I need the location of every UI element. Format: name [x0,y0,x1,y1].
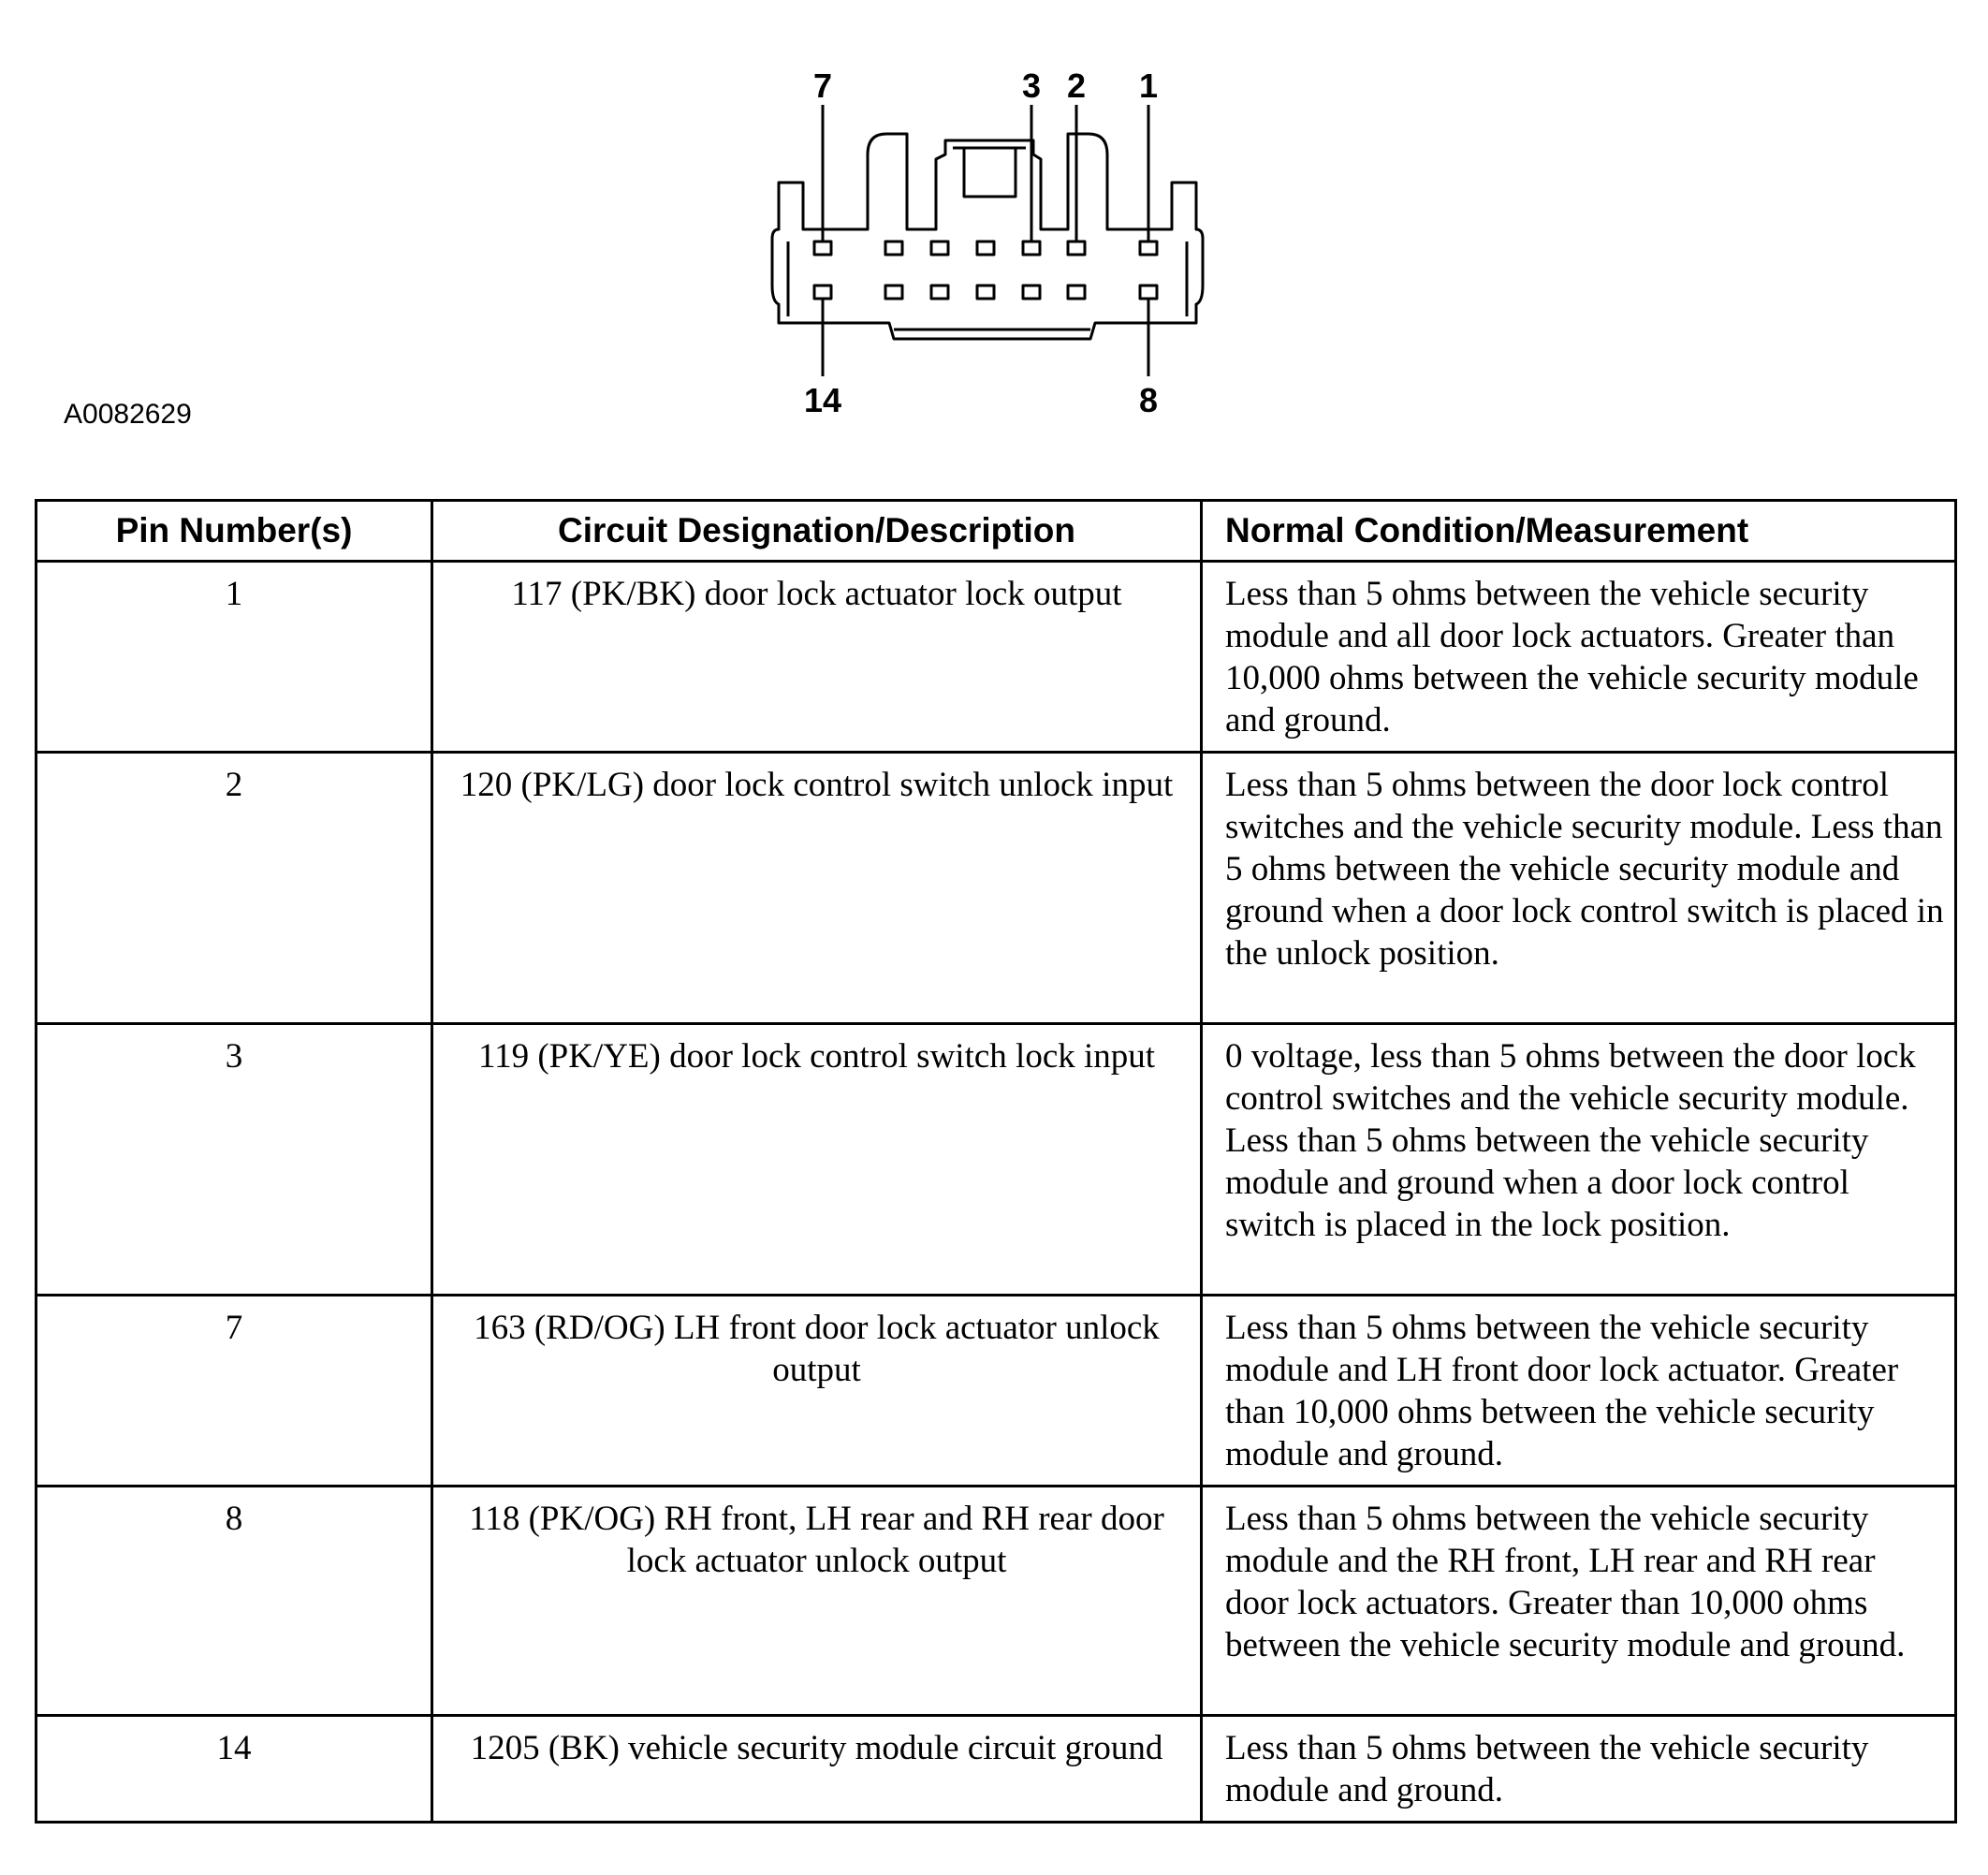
table-row [37,1296,1956,1487]
pin-label-14: 14 [803,381,842,419]
cell-pin: 7 [37,1296,432,1487]
cell-circuit: 1205 (BK) vehicle security module circuit ground [432,1716,1202,1823]
connector-inner [788,242,1187,316]
cell-measurement: Less than 5 ohms between the vehicle security module and all door lock actuators. Greater than 10,000 ohms between the vehicle security module and ground. [1202,562,1956,753]
table-row [37,562,1956,753]
cell-pin: 8 [37,1487,432,1716]
header-measurement: Normal Condition/Measurement [1202,501,1956,562]
cell-measurement: Less than 5 ohms between the vehicle security module and the RH front, LH rear and RH rear door lock actuators. Greater than 10,000 ohms between the vehicle security module and ground. [1202,1487,1956,1716]
cell-pin: 3 [37,1024,432,1296]
cell-circuit: 118 (PK/OG) RH front, LH rear and RH rear door lock actuator unlock output [432,1487,1202,1716]
cell-pin: 14 [37,1716,432,1823]
pin-label-3: 3 [1021,66,1042,105]
cell-circuit: 119 (PK/YE) door lock control switch lock input [432,1024,1202,1296]
cell-measurement: Less than 5 ohms between the door lock control switches and the vehicle security module. Less than 5 ohms between the vehicle security module and ground when a door lock control switch is placed in the unlock position. [1202,753,1956,1024]
pin-label-8: 8 [1138,381,1159,419]
cell-measurement: Less than 5 ohms between the vehicle security module and LH front door lock actuator. Greater than 10,000 ohms between the vehicle security module and ground. [1202,1296,1956,1487]
connector-body [772,134,1203,339]
table-row [37,1487,1956,1716]
pin-label-7: 7 [812,66,833,105]
cell-measurement: Less than 5 ohms between the vehicle security module and ground. [1202,1716,1956,1823]
cell-circuit: 120 (PK/LG) door lock control switch unlock input [432,753,1202,1024]
figure-id: A0082629 [64,399,192,430]
cell-measurement: 0 voltage, less than 5 ohms between the door lock control switches and the vehicle security module. Less than 5 ohms between the vehicle security module and ground when a door lock control switch is placed in the lock position. [1202,1024,1956,1296]
cell-pin: 2 [37,753,432,1024]
cell-pin: 1 [37,562,432,753]
connector-diagram [0,0,1988,468]
connector-latch [953,148,1026,197]
pin-label-1: 1 [1138,66,1159,105]
table-row [37,753,1956,1024]
table-row [37,1716,1956,1823]
cell-circuit: 163 (RD/OG) LH front door lock actuator unlock output [432,1296,1202,1487]
pin-table [35,499,1957,1824]
cell-circuit: 117 (PK/BK) door lock actuator lock output [432,562,1202,753]
table-row [37,1024,1956,1296]
header-pin-numbers: Pin Number(s) [37,501,432,562]
header-circuit: Circuit Designation/Description [432,501,1202,562]
table-header-row [37,501,1956,562]
pin-label-2: 2 [1066,66,1087,105]
